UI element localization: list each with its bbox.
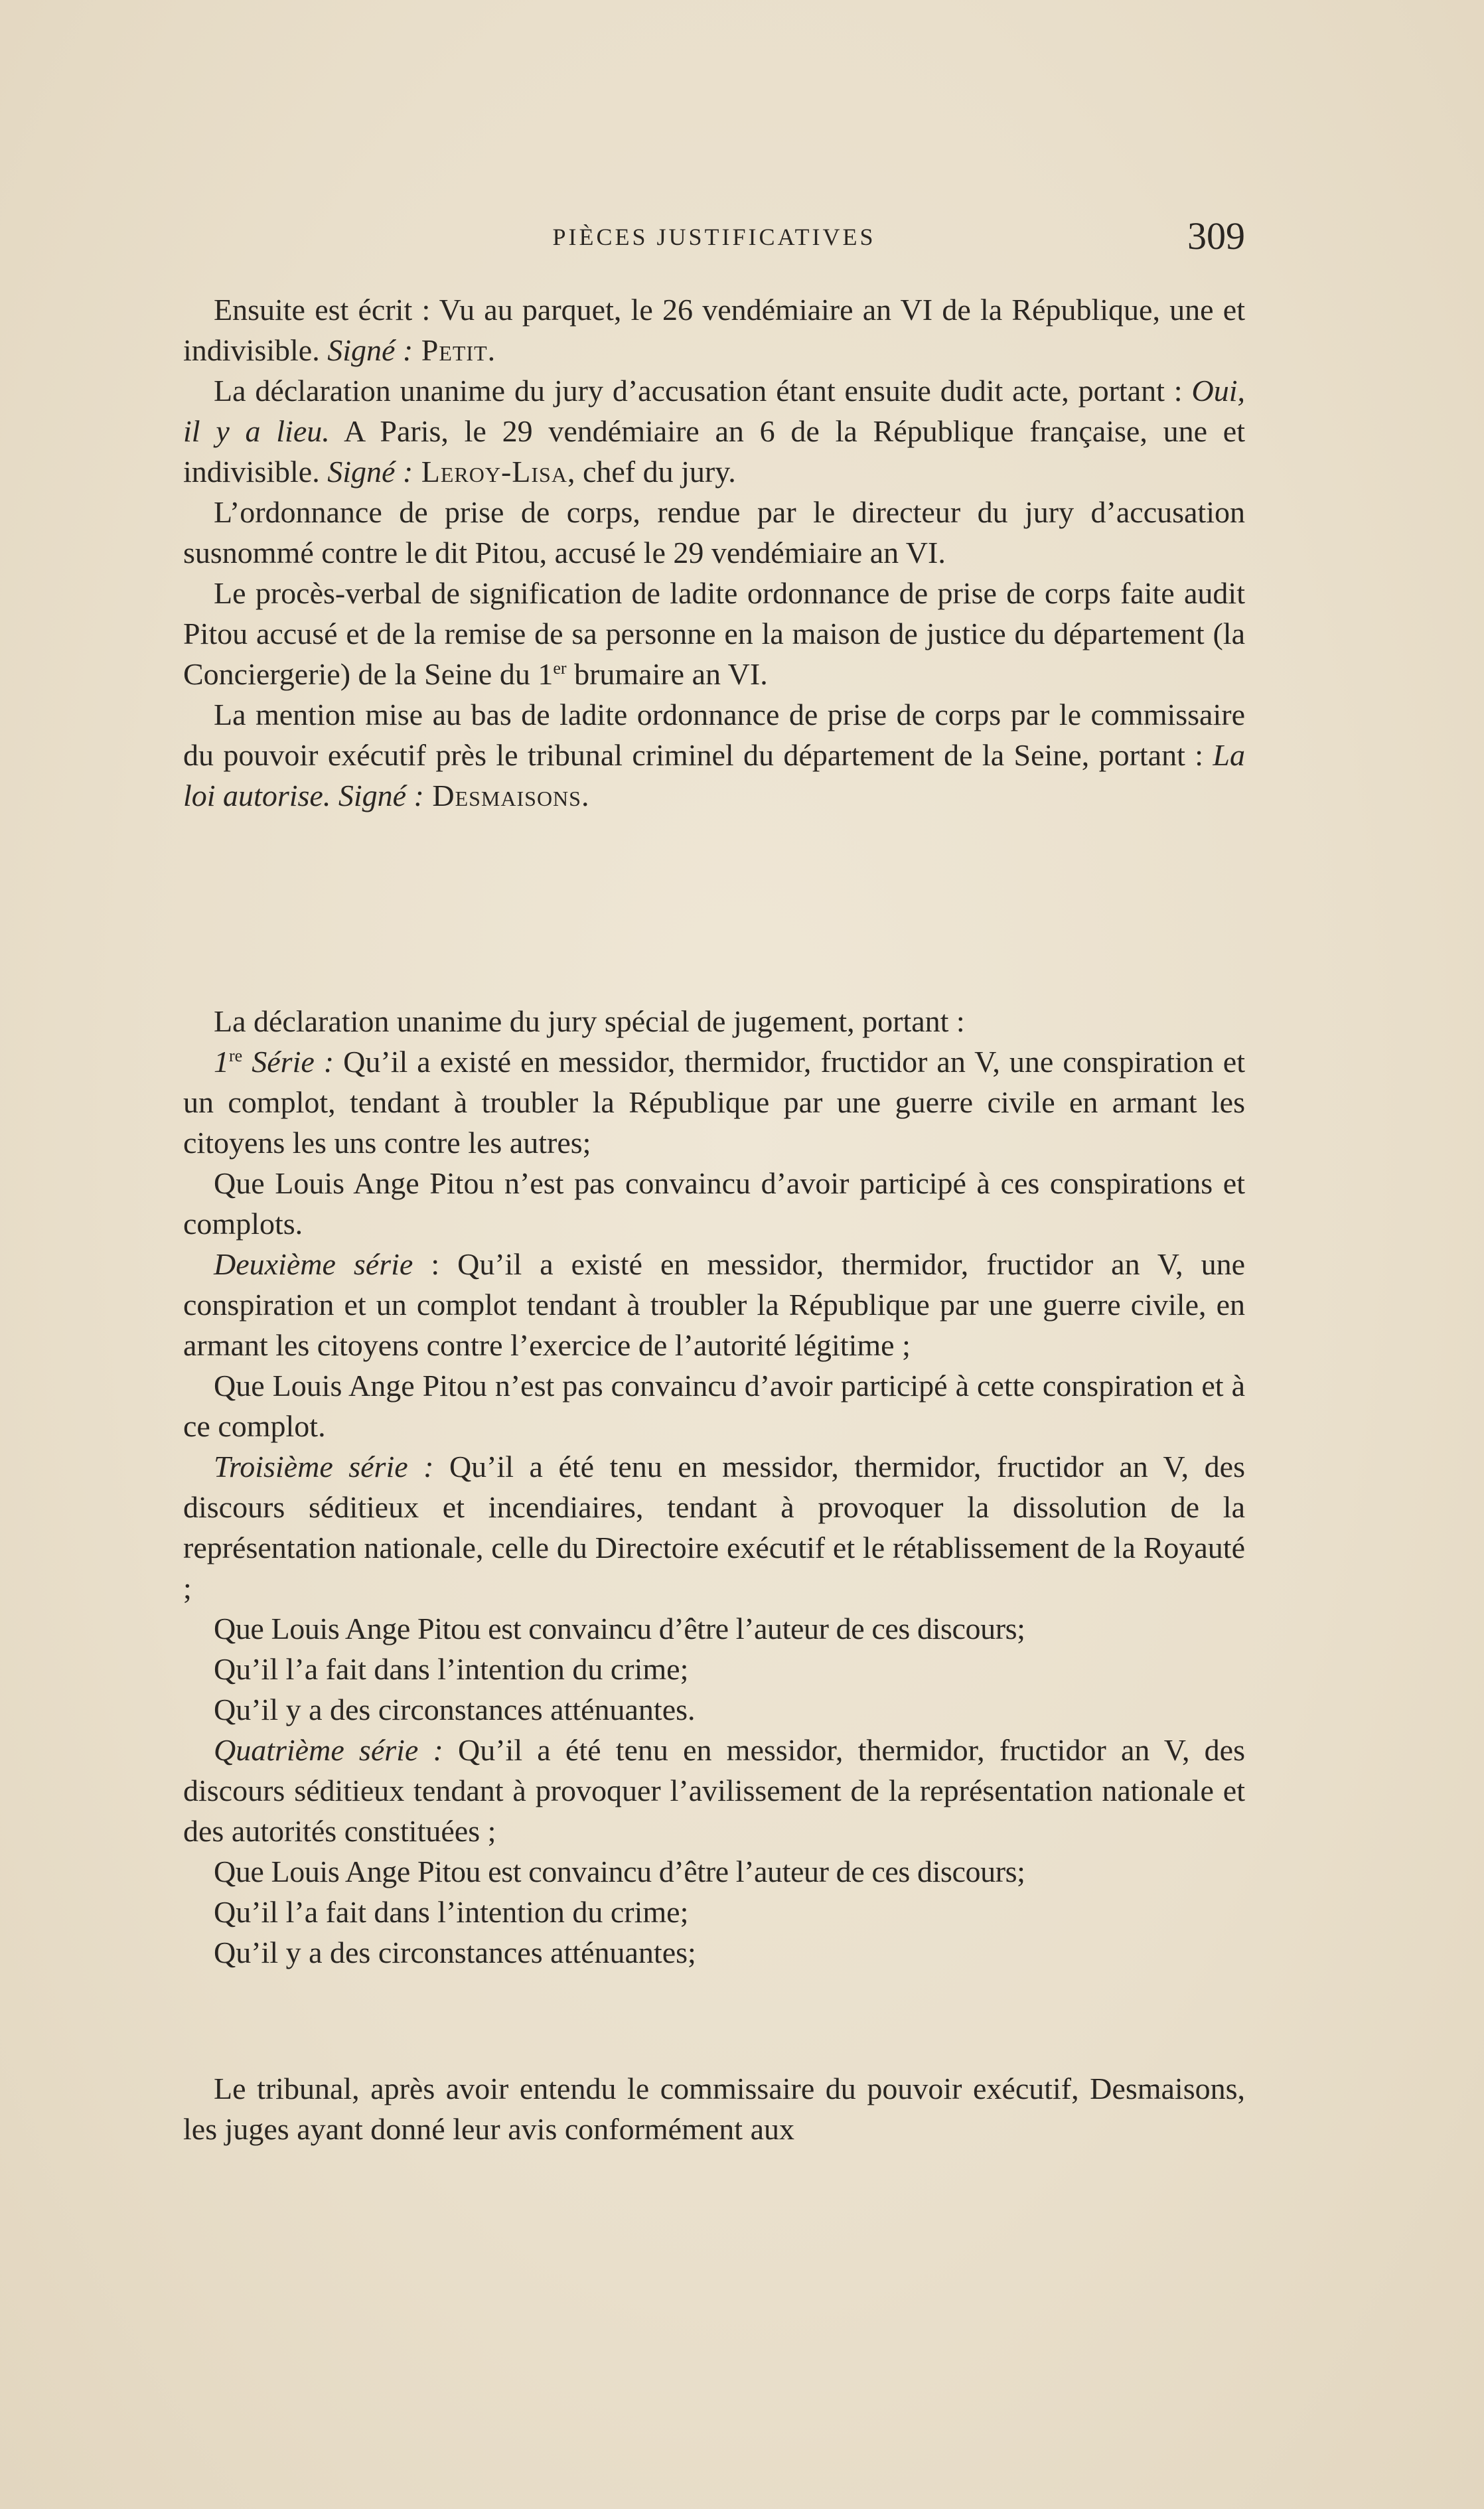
series-label: Quatrième série : xyxy=(214,1733,443,1767)
verdict-paragraph: Qu’il l’a fait dans l’intention du crime; xyxy=(214,1895,689,1929)
paragraph: La mention mise au bas de ladite ordonnance de prise de corps par le commissaire du pouvoir exécutif près le tribunal criminel du département de la Seine, portant : La loi autorise. Signé : Desmaisons. xyxy=(183,698,1245,812)
verdict-paragraph: Que Louis Ange Pitou est convaincu d’être l’auteur de ces discours; xyxy=(214,1612,1025,1645)
signature-label: Signé : xyxy=(327,333,413,367)
series-label: Deuxième série xyxy=(214,1247,413,1281)
paragraph: Le tribunal, après avoir entendu le commissaire du pouvoir exécutif, Desmaisons, les juges ayant donné leur avis conformément aux xyxy=(183,2072,1245,2146)
verdict-paragraph: Que Louis Ange Pitou n’est pas convaincu d’avoir participé à cette conspiration et à ce complot. xyxy=(183,1369,1245,1443)
quoted-verdict: La loi autorise. Signé : xyxy=(183,738,1245,812)
paragraph: Ensuite est écrit : Vu au parquet, le 26 vendémiaire an VI de la République, une et indivisible. Signé : Petit. xyxy=(183,293,1245,367)
series-paragraph: Quatrième série : Qu’il a été tenu en messidor, thermidor, fructidor an V, des discours séditieux tendant à provoquer l’avilissement de la représentation nationale et des autorités constituées ; xyxy=(183,1733,1245,1848)
verdict-paragraph: Que Louis Ange Pitou n’est pas convaincu d’avoir participé à ces conspirations et complots. xyxy=(183,1166,1245,1241)
signatory-name: Leroy-Lisa xyxy=(413,455,567,489)
signatory-name: Petit xyxy=(413,333,488,367)
paragraph: La déclaration unanime du jury d’accusation étant ensuite dudit acte, portant : Oui, il y a lieu. A Paris, le 29 vendémiaire an 6 de la République française, une et indivisible. Signé : Leroy-Lisa, chef du jury. xyxy=(183,374,1245,489)
series-label: Troisième série : xyxy=(214,1450,434,1483)
verdict-paragraph: Qu’il l’a fait dans l’intention du crime; xyxy=(214,1652,689,1686)
paragraph: La déclaration unanime du jury spécial de jugement, portant : xyxy=(214,1004,965,1038)
series-paragraph: Troisième série : Qu’il a été tenu en messidor, thermidor, fructidor an V, des discours séditieux et incendiaires, tendant à provoquer la dissolution de la représentation nationale, celle du Directoire exécutif et le rétablissement de la Royauté ; xyxy=(183,1450,1245,1605)
quoted-verdict: Oui, il y a lieu. xyxy=(183,374,1245,448)
page-number: 309 xyxy=(1187,214,1245,258)
verdict-paragraph: Que Louis Ange Pitou est convaincu d’être l’auteur de ces discours; xyxy=(214,1855,1025,1888)
verdict-paragraph: Qu’il y a des circonstances atténuantes. xyxy=(214,1693,696,1726)
signature-label: Signé : xyxy=(327,455,413,489)
document-list-block xyxy=(183,289,1245,816)
tribunal-block xyxy=(183,2068,1245,2149)
paragraph: Le procès-verbal de signification de ladite ordonnance de prise de corps faite audit Pitou accusé et de la remise de sa personne en la maison de justice du département (la Conciergerie) de la Seine du 1er brumaire an VI. xyxy=(183,576,1245,691)
page-header xyxy=(183,214,1245,267)
series-paragraph: 1re Série : Qu’il a existé en messidor, thermidor, fructidor an V, une conspiration et un complot, tendant à troubler la République par une guerre civile en armant les citoyens les uns contre les autres; xyxy=(183,1045,1245,1160)
signatory-name: Desmaisons xyxy=(423,779,581,812)
running-title: PIÈCES JUSTIFICATIVES xyxy=(552,224,876,250)
paragraph: L’ordonnance de prise de corps, rendue par le directeur du jury d’accusation susnommé contre le dit Pitou, accusé le 29 vendémiaire an VI. xyxy=(183,495,1245,570)
series-paragraph: Deuxième série : Qu’il a existé en messidor, thermidor, fructidor an V, une conspiration et un complot tendant à troubler la République par une guerre civile, en armant les citoyens contre l’exercice de l’autorité légitime ; xyxy=(183,1247,1246,1362)
jury-declaration-block xyxy=(183,1001,1245,1973)
series-label: Série : xyxy=(242,1045,334,1079)
verdict-paragraph: Qu’il y a des circonstances atténuantes; xyxy=(214,1936,696,1969)
